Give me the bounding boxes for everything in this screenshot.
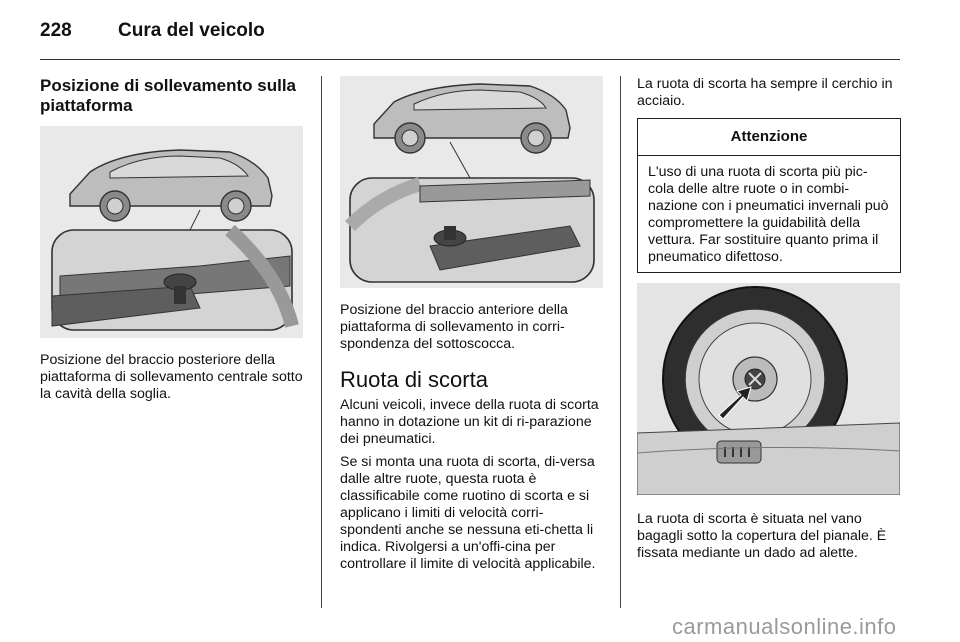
figure-spare-wheel xyxy=(637,283,900,495)
warning-title: Attenzione xyxy=(638,119,900,156)
section-heading-lifting: Posizione di sollevamento sulla piattaforma xyxy=(40,76,297,115)
spare-wheel-illustration xyxy=(637,283,900,495)
column-right xyxy=(637,76,901,568)
figure-rear-lift-point xyxy=(40,126,303,338)
front-lift-illustration xyxy=(340,76,603,288)
column-divider-left xyxy=(321,76,322,608)
column-left xyxy=(40,76,304,409)
page-title: Cura del veicolo xyxy=(118,20,265,41)
paragraph-repair-kit: Alcuni veicoli, invece della ruota di scorta hanno in dotazione un kit di ri-parazione dei pneumatici. xyxy=(340,397,599,447)
paragraph-steel-rim: La ruota di scorta ha sempre il cerchio in acciaio. xyxy=(637,76,893,109)
caption-rear-lift: Posizione del braccio posteriore della piattaforma di sollevamento centrale sotto la cavità della soglia. xyxy=(40,352,303,402)
warning-box xyxy=(637,118,901,273)
page-header xyxy=(40,18,900,58)
rear-lift-illustration xyxy=(40,126,303,338)
warning-text: L'uso di una ruota di scorta più pic-cola delle altre ruote o in combi-nazione con i pneumatici invernali può compromettere la guidabilità della vettura. Far sostituire quanto prima il pneumatico difettoso. xyxy=(648,164,889,265)
column-divider-right xyxy=(620,76,621,608)
watermark: carmanualsonline.info xyxy=(672,614,897,639)
section-heading-spare-wheel: Ruota di scorta xyxy=(340,367,488,392)
paragraph-temporary-spare: Se si monta una ruota di scorta, di-versa dalle altre ruote, questa ruota è classificabile come ruotino di scorta e si applicano i limiti di velocità corri-spondenti anche se nessuna eti-chetta li indica. Rivolgersi a un'offi-cina per controllare il limite di velocità applicabile. xyxy=(340,454,596,572)
caption-spare-location: La ruota di scorta è situata nel vano bagagli sotto la copertura del pianale. È fissata mediante un dado ad alette. xyxy=(637,511,887,561)
header-divider xyxy=(40,59,900,60)
figure-front-lift-point xyxy=(340,76,603,288)
column-middle xyxy=(340,76,604,579)
caption-front-lift: Posizione del braccio anteriore della piattaforma di sollevamento in corri-spondenza del sottoscocca. xyxy=(340,302,568,352)
page-number: 228 xyxy=(40,20,72,41)
